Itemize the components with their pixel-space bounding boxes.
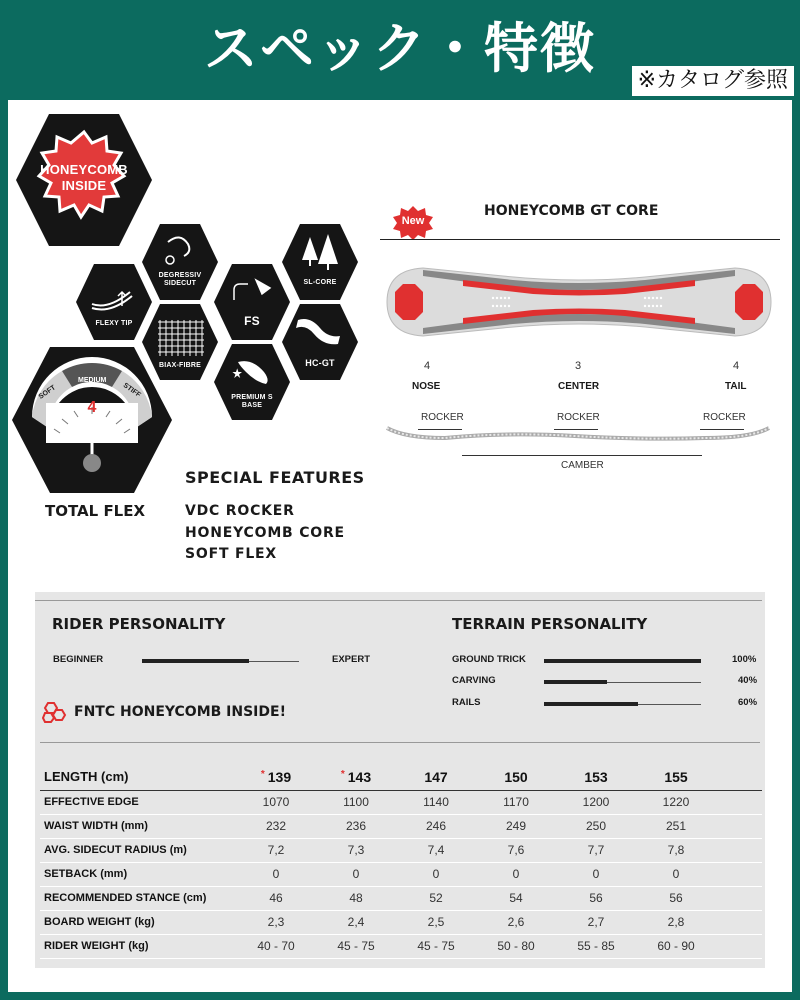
- badge-line2: INSIDE: [61, 178, 107, 193]
- table-cell: 45 - 75: [396, 934, 476, 958]
- size-cell: * 139: [236, 764, 316, 790]
- table-cell: 7,3: [316, 838, 396, 862]
- size-cell: 147: [396, 764, 476, 790]
- flexy-tip-label: FLEXY TIP: [95, 320, 133, 327]
- table-cell: 48: [316, 886, 396, 910]
- table-cell: 7,4: [396, 838, 476, 862]
- catalog-note: ※カタログ参照: [632, 66, 794, 96]
- table-cell: 2,4: [316, 910, 396, 934]
- table-cell: 52: [396, 886, 476, 910]
- table-cell: 249: [476, 814, 556, 838]
- badge-line1: HONEYCOMB: [40, 162, 128, 177]
- table-cell: 246: [396, 814, 476, 838]
- nose-value: 4: [424, 360, 431, 372]
- premium-label-2: BASE: [241, 402, 263, 409]
- special-feature-item: HONEYCOMB CORE: [185, 524, 345, 541]
- rider-min-label: BEGINNER: [53, 654, 104, 665]
- table-cell: 2,3: [236, 910, 316, 934]
- flex-soft-label: SOFT: [37, 384, 57, 401]
- core-title: HONEYCOMB GT CORE: [484, 203, 659, 219]
- special-features-title: SPECIAL FEATURES: [185, 468, 365, 487]
- rider-bar-fill: [142, 659, 249, 663]
- table-cell: 2,5: [396, 910, 476, 934]
- size-cell: 150: [476, 764, 556, 790]
- honeycomb-icon: [42, 701, 68, 723]
- fs-label: FS: [244, 314, 260, 328]
- flex-medium-label: MEDIUM: [78, 377, 107, 384]
- table-cell: 54: [476, 886, 556, 910]
- terrain-personality-title: TERRAIN PERSONALITY: [452, 615, 648, 633]
- size-cell: 155: [636, 764, 716, 790]
- terrain-bar-fill: [544, 702, 638, 706]
- table-row: [40, 862, 762, 886]
- table-cell: 0: [636, 862, 716, 886]
- row-label: SETBACK (mm): [40, 862, 236, 886]
- tail-hex-icon: [735, 284, 763, 320]
- terrain-value-carving: 40%: [738, 675, 758, 686]
- table-cell: 7,7: [556, 838, 636, 862]
- center-label: CENTER: [558, 381, 600, 392]
- camber-label: CAMBER: [561, 460, 604, 471]
- terrain-label-ground-trick: GROUND TRICK: [452, 654, 526, 665]
- table-cell: 250: [556, 814, 636, 838]
- flex-value: 4: [87, 399, 97, 416]
- terrain-label-rails: RAILS: [452, 697, 481, 708]
- terrain-value-rails: 60%: [738, 697, 758, 708]
- header-bar: [0, 0, 800, 100]
- table-cell: 56: [636, 886, 716, 910]
- table-cell: 7,2: [236, 838, 316, 862]
- spec-divider: [40, 742, 760, 743]
- table-row: [40, 910, 762, 934]
- table-cell: 7,8: [636, 838, 716, 862]
- table-cell: 0: [316, 862, 396, 886]
- board-profile-diagram: [385, 420, 773, 455]
- sl-core-label: SL-CORE: [303, 279, 337, 286]
- star-marker: *: [260, 768, 265, 780]
- table-cell: 251: [636, 814, 716, 838]
- row-label: WAIST WIDTH (mm): [40, 814, 236, 838]
- terrain-bar-fill: [544, 659, 701, 663]
- nose-hex-icon: [395, 284, 423, 320]
- length-row: [40, 764, 762, 790]
- table-cell: 1200: [556, 790, 636, 814]
- rocker-label-tail: ROCKER: [703, 412, 746, 423]
- table-cell: 0: [476, 862, 556, 886]
- degressive-label-2: SIDECUT: [163, 280, 197, 287]
- tail-value: 4: [733, 360, 740, 372]
- special-feature-item: SOFT FLEX: [185, 546, 278, 562]
- biax-label: BIAX-FIBRE: [158, 362, 202, 369]
- center-value: 3: [575, 360, 582, 372]
- flex-meter-hex: [10, 345, 174, 495]
- table-cell: 2,6: [476, 910, 556, 934]
- table-row: [40, 790, 762, 814]
- table-cell: 40 - 70: [236, 934, 316, 958]
- table-row: [40, 886, 762, 910]
- tail-label: TAIL: [725, 381, 747, 392]
- table-cell: 7,6: [476, 838, 556, 862]
- camber-line: [462, 455, 702, 456]
- total-flex-label: TOTAL FLEX: [45, 502, 146, 520]
- honeycomb-inside-hex: [14, 110, 154, 250]
- spec-top-divider: [35, 600, 762, 601]
- premium-base-hex: [212, 342, 292, 422]
- row-label: EFFECTIVE EDGE: [40, 790, 236, 814]
- rider-personality-title: RIDER PERSONALITY: [52, 615, 226, 633]
- size-cell: 153: [556, 764, 636, 790]
- page-title: スペック・特徴: [204, 17, 596, 80]
- table-cell: 55 - 85: [556, 934, 636, 958]
- spec-table: [40, 764, 762, 959]
- table-cell: 1170: [476, 790, 556, 814]
- rocker-label-nose: ROCKER: [421, 412, 464, 423]
- size-cell: * 143: [316, 764, 396, 790]
- table-cell: 2,7: [556, 910, 636, 934]
- terrain-bar-fill: [544, 680, 607, 684]
- new-label: New: [401, 215, 425, 227]
- sl-core-hex: [280, 222, 360, 302]
- terrain-value-ground-trick: 100%: [732, 654, 757, 665]
- length-label: LENGTH (cm): [40, 764, 236, 790]
- hc-gt-label: HC-GT: [305, 358, 335, 368]
- table-cell: 0: [556, 862, 636, 886]
- table-row: [40, 838, 762, 862]
- special-features-list: [185, 501, 345, 566]
- table-cell: 1070: [236, 790, 316, 814]
- board-core-diagram: [383, 262, 775, 347]
- fntc-callout: [42, 701, 286, 723]
- table-cell: 56: [556, 886, 636, 910]
- table-cell: 232: [236, 814, 316, 838]
- flex-stiff-label: STIFF: [121, 382, 142, 399]
- table-cell: 46: [236, 886, 316, 910]
- table-cell: 0: [236, 862, 316, 886]
- rocker-label-center: ROCKER: [557, 412, 600, 423]
- row-label: AVG. SIDECUT RADIUS (m): [40, 838, 236, 862]
- table-row: [40, 814, 762, 838]
- table-cell: 236: [316, 814, 396, 838]
- hc-gt-hex: [280, 302, 360, 382]
- row-label: BOARD WEIGHT (kg): [40, 910, 236, 934]
- rider-max-label: EXPERT: [332, 654, 371, 665]
- table-cell: 50 - 80: [476, 934, 556, 958]
- premium-label-1: PREMIUM S: [231, 394, 273, 401]
- nose-label: NOSE: [412, 381, 441, 392]
- star-marker: *: [340, 768, 345, 780]
- table-cell: 1100: [316, 790, 396, 814]
- table-row: [40, 934, 762, 958]
- core-divider: [380, 239, 780, 240]
- table-cell: 0: [396, 862, 476, 886]
- row-label: RIDER WEIGHT (kg): [40, 934, 236, 958]
- degressive-label-1: DEGRESSIV: [158, 272, 202, 279]
- new-badge: [392, 205, 434, 241]
- table-cell: 45 - 75: [316, 934, 396, 958]
- table-cell: 1220: [636, 790, 716, 814]
- row-label: RECOMMENDED STANCE (cm): [40, 886, 236, 910]
- table-cell: 60 - 90: [636, 934, 716, 958]
- table-cell: 2,8: [636, 910, 716, 934]
- fntc-text: FNTC HONEYCOMB INSIDE!: [74, 704, 286, 720]
- terrain-label-carving: CARVING: [452, 675, 496, 686]
- table-cell: 1140: [396, 790, 476, 814]
- special-feature-item: VDC ROCKER: [185, 503, 295, 519]
